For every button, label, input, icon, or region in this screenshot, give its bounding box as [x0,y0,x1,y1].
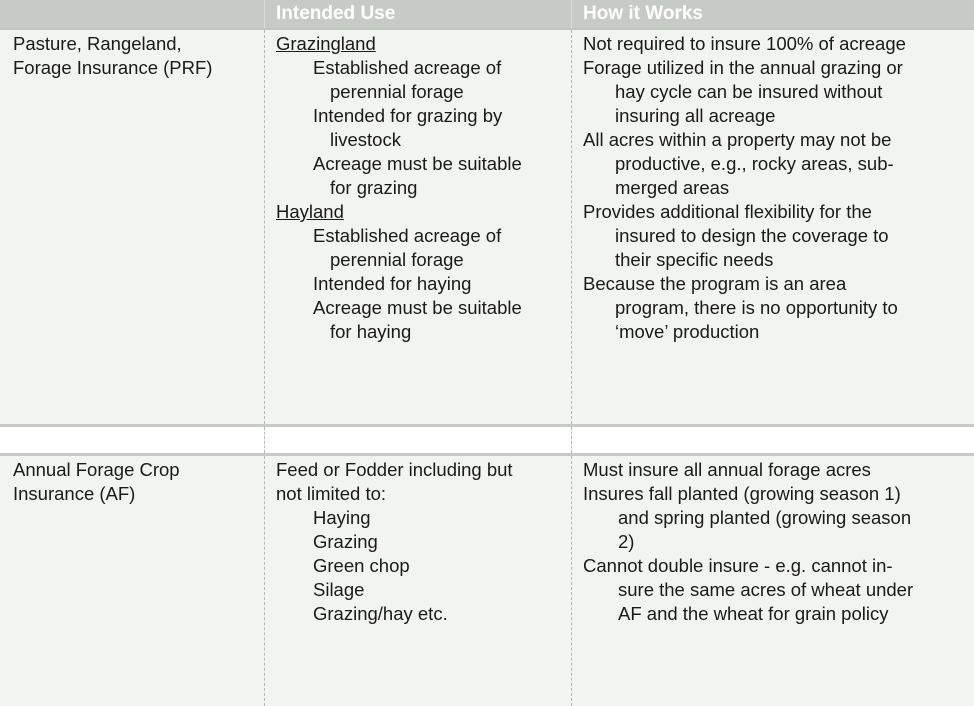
how-line: 2) [618,531,635,552]
use-line: Acreage must be suitable [313,297,522,318]
how-line: AF and the wheat for grain policy [618,603,889,624]
program-name-line: Annual Forage Crop [13,459,180,480]
how-line: sure the same acres of wheat under [618,579,914,600]
spacer-cell [571,427,974,453]
how-line: their specific needs [615,249,774,270]
program-name-line: Insurance (AF) [13,483,136,504]
use-line: livestock [330,129,401,150]
how-line: Insures fall planted (growing season 1) [583,483,901,504]
table-spacer-row [0,424,974,456]
how-line: and spring planted (growing season [618,507,912,528]
intended-use-cell [264,456,571,706]
table-row-prf [0,28,974,424]
program-name-cell [0,456,264,706]
how-line: Not required to insure 100% of acreage [583,33,906,54]
how-line: productive, e.g., rocky areas, sub- [615,153,894,174]
how-line: ‘move’ production [615,321,760,342]
program-name-cell [0,30,264,424]
use-intro-line: not limited to: [276,483,387,504]
table-row-af [0,456,974,706]
how-it-works-cell [571,456,974,706]
use-line: for grazing [330,177,418,198]
intended-use-cell [264,30,571,424]
spacer-cell [0,427,264,453]
use-item: Haying [313,507,371,528]
use-item: Grazing/hay etc. [313,603,448,624]
how-line: Must insure all annual forage acres [583,459,871,480]
use-line: perennial forage [330,249,464,270]
use-line: Intended for haying [313,273,472,294]
header-cell-program [0,0,264,28]
use-line: Intended for grazing by [313,105,503,126]
header-cell-how-it-works: How it Works [571,0,974,28]
how-line: insured to design the coverage to [615,225,889,246]
how-line: Forage utilized in the annual grazing or [583,57,903,78]
table-header-row [0,0,974,28]
use-intro-line: Feed or Fodder including but [276,459,513,480]
how-line: insuring all acreage [615,105,776,126]
how-line: Cannot double insure - e.g. cannot in- [583,555,893,576]
how-line: Because the program is an area [583,273,847,294]
how-line: program, there is no opportunity to [615,297,898,318]
how-line: Provides additional flexibility for the [583,201,872,222]
how-it-works-cell [571,30,974,424]
how-line: hay cycle can be insured without [615,81,883,102]
use-item: Green chop [313,555,410,576]
use-line: Established acreage of [313,57,502,78]
header-cell-intended-use: Intended Use [264,0,571,28]
program-name-line: Forage Insurance (PRF) [13,57,213,78]
use-line: Acreage must be suitable [313,153,522,174]
use-line: Established acreage of [313,225,502,246]
use-item: Grazing [313,531,378,552]
use-item: Silage [313,579,365,600]
use-line: for haying [330,321,412,342]
grazingland-subheading: Grazingland [276,33,376,54]
how-line: merged areas [615,177,730,198]
program-name-line: Pasture, Rangeland, [13,33,182,54]
spacer-cell [264,427,571,453]
use-line: perennial forage [330,81,464,102]
hayland-subheading: Hayland [276,201,344,222]
how-line: All acres within a property may not be [583,129,892,150]
